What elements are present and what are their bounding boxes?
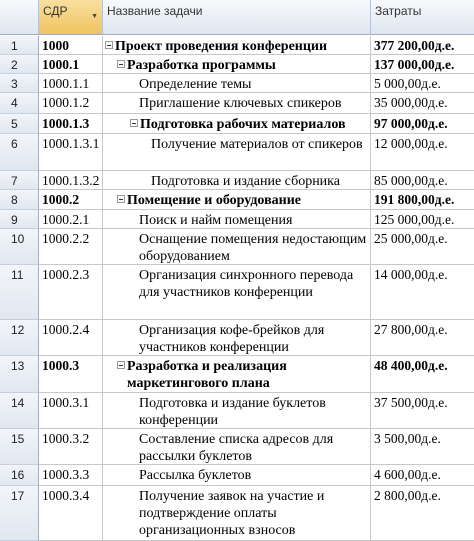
wbs-cell[interactable]: 1000.2 (39, 190, 103, 210)
cost-cell[interactable]: 3 500,00д.е. (371, 429, 474, 465)
wbs-cell[interactable]: 1000.3 (39, 356, 103, 393)
table-header (0, 0, 474, 36)
cost-cell[interactable]: 97 000,00д.е. (371, 114, 474, 134)
task-name: Организация кофе-брейков для участников конференции (139, 323, 325, 355)
task-name: Получение материалов от спикеров (151, 137, 363, 152)
collapse-toggle-icon[interactable] (117, 361, 125, 369)
table-row[interactable] (0, 265, 474, 320)
wbs-cell[interactable]: 1000.3.1 (39, 393, 103, 429)
table-row[interactable] (0, 114, 474, 134)
wbs-cell[interactable]: 1000.1.3.2 (39, 171, 103, 190)
row-number[interactable]: 17 (0, 486, 39, 541)
row-number[interactable]: 1 (0, 36, 39, 55)
row-number[interactable]: 15 (0, 429, 39, 465)
row-number[interactable]: 13 (0, 356, 39, 393)
table-row[interactable] (0, 393, 474, 429)
wbs-cell[interactable]: 1000.1.3.1 (39, 134, 103, 171)
task-name: Разработка программы (127, 58, 276, 73)
collapse-toggle-icon[interactable] (105, 41, 113, 49)
wbs-cell[interactable]: 1000 (39, 36, 103, 55)
task-name-cell[interactable] (103, 114, 371, 134)
cost-cell[interactable]: 191 800,00д.е. (371, 190, 474, 210)
table-row[interactable] (0, 74, 474, 93)
task-name-cell[interactable] (103, 171, 371, 190)
row-number[interactable]: 8 (0, 190, 39, 210)
column-header-cost[interactable] (371, 0, 474, 35)
wbs-cell[interactable]: 1000.2.2 (39, 229, 103, 265)
row-number[interactable]: 2 (0, 55, 39, 74)
table-row[interactable] (0, 171, 474, 190)
row-number[interactable]: 12 (0, 320, 39, 356)
cost-cell[interactable]: 5 000,00д.е. (371, 74, 474, 93)
table-row[interactable] (0, 486, 474, 541)
task-name-cell[interactable] (103, 320, 371, 356)
table-row[interactable] (0, 429, 474, 465)
cost-cell[interactable]: 137 000,00д.е. (371, 55, 474, 74)
task-name: Получение заявок на участие и подтверждение оплаты организационных взносов (139, 489, 325, 538)
cost-cell[interactable]: 4 600,00д.е. (371, 465, 474, 486)
task-name-cell[interactable] (103, 465, 371, 486)
task-name: Приглашение ключевых спикеров (139, 96, 342, 111)
task-name-cell[interactable] (103, 229, 371, 265)
row-number[interactable]: 5 (0, 114, 39, 134)
row-number[interactable]: 14 (0, 393, 39, 429)
collapse-toggle-icon[interactable] (130, 119, 138, 127)
cost-cell[interactable]: 85 000,00д.е. (371, 171, 474, 190)
table-row[interactable] (0, 190, 474, 210)
task-name-cell[interactable] (103, 210, 371, 229)
task-name-cell[interactable] (103, 93, 371, 114)
wbs-cell[interactable]: 1000.1.2 (39, 93, 103, 114)
task-name-cell[interactable] (103, 190, 371, 210)
wbs-cell[interactable]: 1000.1 (39, 55, 103, 74)
task-name: Подготовка и издание сборника (151, 174, 340, 189)
task-name: Проект проведения конференции (115, 39, 328, 54)
wbs-cell[interactable]: 1000.2.1 (39, 210, 103, 229)
row-number[interactable]: 7 (0, 171, 39, 190)
task-name-cell[interactable] (103, 265, 371, 320)
task-name: Организация синхронного перевода для участников конференции (139, 268, 354, 300)
column-header-name-label: Название задачи (107, 4, 203, 18)
task-name: Составление списка адресов для рассылки буклетов (139, 432, 334, 464)
task-name-cell[interactable] (103, 36, 371, 55)
table-row[interactable] (0, 93, 474, 114)
row-number[interactable]: 4 (0, 93, 39, 114)
row-number[interactable]: 10 (0, 229, 39, 265)
task-name: Разработка и реализация маркетингового плана (127, 359, 287, 391)
row-number[interactable]: 11 (0, 265, 39, 320)
task-name-cell[interactable] (103, 356, 371, 393)
collapse-toggle-icon[interactable] (117, 195, 125, 203)
select-all-corner[interactable] (0, 0, 39, 35)
cost-cell[interactable]: 12 000,00д.е. (371, 134, 474, 171)
task-name: Подготовка и издание буклетов конференции (139, 396, 326, 428)
column-header-name[interactable] (103, 0, 371, 35)
cost-cell[interactable]: 125 000,00д.е. (371, 210, 474, 229)
task-name: Рассылка буклетов (139, 468, 252, 483)
cost-cell[interactable]: 27 800,00д.е. (371, 320, 474, 356)
task-name: Подготовка рабочих материалов (140, 117, 346, 132)
wbs-cell[interactable]: 1000.2.3 (39, 265, 103, 320)
column-header-wbs-label: СДР (43, 4, 68, 18)
cost-cell[interactable]: 25 000,00д.е. (371, 229, 474, 265)
wbs-cell[interactable]: 1000.2.4 (39, 320, 103, 356)
task-name-cell[interactable] (103, 134, 371, 171)
table-row[interactable] (0, 356, 474, 393)
table-row[interactable] (0, 36, 474, 55)
row-number[interactable]: 6 (0, 134, 39, 171)
wbs-cell[interactable]: 1000.1.1 (39, 74, 103, 93)
dropdown-arrow-icon[interactable]: ▼ (91, 13, 98, 20)
task-name: Оснащение помещения недостающим оборудованием (139, 232, 367, 264)
table-row[interactable] (0, 229, 474, 265)
table-row[interactable] (0, 134, 474, 171)
column-header-wbs[interactable] (39, 0, 103, 35)
cost-cell[interactable]: 14 000,00д.е. (371, 265, 474, 320)
task-name: Помещение и оборудование (127, 193, 301, 208)
task-name-cell[interactable] (103, 55, 371, 74)
row-number[interactable]: 9 (0, 210, 39, 229)
cost-cell[interactable]: 48 400,00д.е. (371, 356, 474, 393)
task-name-cell[interactable] (103, 486, 371, 541)
cost-cell[interactable]: 377 200,00д.е. (371, 36, 474, 55)
table-row[interactable] (0, 210, 474, 229)
row-number[interactable]: 16 (0, 465, 39, 486)
cost-cell[interactable]: 35 000,00д.е. (371, 93, 474, 114)
table-row[interactable] (0, 465, 474, 486)
task-name-cell[interactable] (103, 429, 371, 465)
task-name: Определение темы (139, 77, 252, 92)
task-name-cell[interactable] (103, 74, 371, 93)
task-name-cell[interactable] (103, 393, 371, 429)
wbs-cell[interactable]: 1000.1.3 (39, 114, 103, 134)
table-row[interactable] (0, 320, 474, 356)
task-name: Поиск и найм помещения (139, 213, 293, 228)
cost-cell[interactable]: 37 500,00д.е. (371, 393, 474, 429)
wbs-cell[interactable]: 1000.3.2 (39, 429, 103, 465)
table-row[interactable] (0, 55, 474, 74)
column-header-cost-label: Затраты (375, 4, 422, 18)
wbs-cell[interactable]: 1000.3.4 (39, 486, 103, 541)
row-number[interactable]: 3 (0, 74, 39, 93)
wbs-cell[interactable]: 1000.3.3 (39, 465, 103, 486)
cost-cell[interactable]: 2 800,00д.е. (371, 486, 474, 541)
collapse-toggle-icon[interactable] (117, 60, 125, 68)
